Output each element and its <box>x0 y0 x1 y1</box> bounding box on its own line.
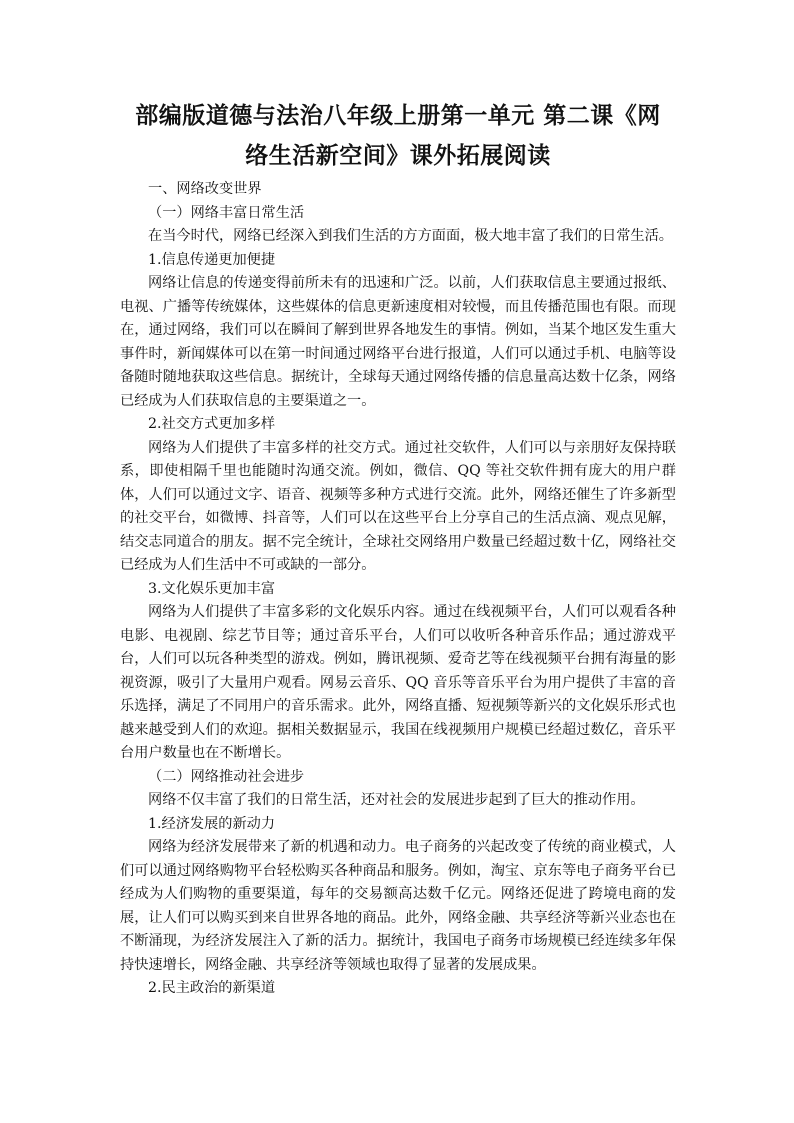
document-body <box>120 178 676 1001</box>
paragraph: 网络为经济发展带来了新的机遇和动力。电子商务的兴起改变了传统的商业模式，人们可以通过网络购物平台轻松购买各种商品和服务。例如，淘宝、京东等电子商务平台已经成为人们购物的重要渠道，每年的交易额高达数千亿元。网络还促进了跨境电商的发展，让人们可以购买到来自世界各地的商品。此外，网络金融、共享经济等新兴业态也在不断涌现，为经济发展注入了新的活力。据统计，我国电子商务市场规模已经连续多年保持快速增长，网络金融、共享经济等领域也取得了显著的发展成果。 <box>120 839 676 973</box>
item-heading: 1.经济发展的新动力 <box>148 815 276 832</box>
item-heading: 1.信息传递更加便捷 <box>148 251 276 268</box>
subsection-heading: （一）网络丰富日常生活 <box>148 204 305 221</box>
item-heading: 2.民主政治的新渠道 <box>148 980 276 996</box>
paragraph: 网络为人们提供了丰富多样的社交方式。通过社交软件，人们可以与亲朋好友保持联系，即使相隔千里也能随时沟通交流。例如，微信、QQ 等社交软件拥有庞大的用户群体，人们可以通过文字、语音、视频等多种方式进行交流。此外，网络还催生了许多新型的社交平台，如微博、抖音等，人们可以在这些平台上分享自己的生活点滴、观点见解，结交志同道合的朋友。据不完全统计，全球社交网络用户数量已经超过数十亿，网络社交已经成为人们生活中不可或缺的一部分。 <box>120 439 676 573</box>
title-line-2: 络生活新空间》课外拓展阅读 <box>245 142 551 169</box>
paragraph: 网络让信息的传递变得前所未有的迅速和广泛。以前，人们获取信息主要通过报纸、电视、广播等传统媒体，这些媒体的信息更新速度相对较慢，而且传播范围也有限。而现在，通过网络，我们可以在瞬间了解到世界各地发生的事情。例如，当某个地区发生重大事件时，新闻媒体可以在第一时间通过网络平台进行报道，人们可以通过手机、电脑等设备随时随地获取这些信息。据统计，全球每天通过网络传播的信息量高达数十亿条，网络已经成为人们获取信息的主要渠道之一。 <box>120 275 676 409</box>
title-line-1: 部编版道德与法治八年级上册第一单元 第二课《网 <box>135 102 661 129</box>
paragraph: 网络为人们提供了丰富多彩的文化娱乐内容。通过在线视频平台，人们可以观看各种电影、电视剧、综艺节目等；通过音乐平台，人们可以收听各种音乐作品；通过游戏平台，人们可以玩各种类型的游戏。例如，腾讯视频、爱奇艺等在线视频平台拥有海量的影视资源，吸引了大量用户观看。网易云音乐、QQ 音乐等音乐平台为用户提供了丰富的音乐选择，满足了不同用户的音乐需求。此外，网络直播、短视频等新兴的文化娱乐形式也越来越受到人们的欢迎。据相关数据显示，我国在线视频用户规模已经超过数亿，音乐平台用户数量也在不断增长。 <box>120 604 676 761</box>
paragraph: 在当今时代，网络已经深入到我们生活的方方面面，极大地丰富了我们的日常生活。 <box>148 228 673 244</box>
item-heading: 3.文化娱乐更加丰富 <box>148 580 276 597</box>
item-heading: 2.社交方式更加多样 <box>148 416 276 432</box>
section-heading: 一、网络改变世界 <box>148 181 262 197</box>
subsection-heading: （二）网络推动社会进步 <box>148 768 305 785</box>
document-title <box>112 96 684 176</box>
paragraph: 网络不仅丰富了我们的日常生活，还对社会的发展进步起到了巨大的推动作用。 <box>148 792 645 808</box>
